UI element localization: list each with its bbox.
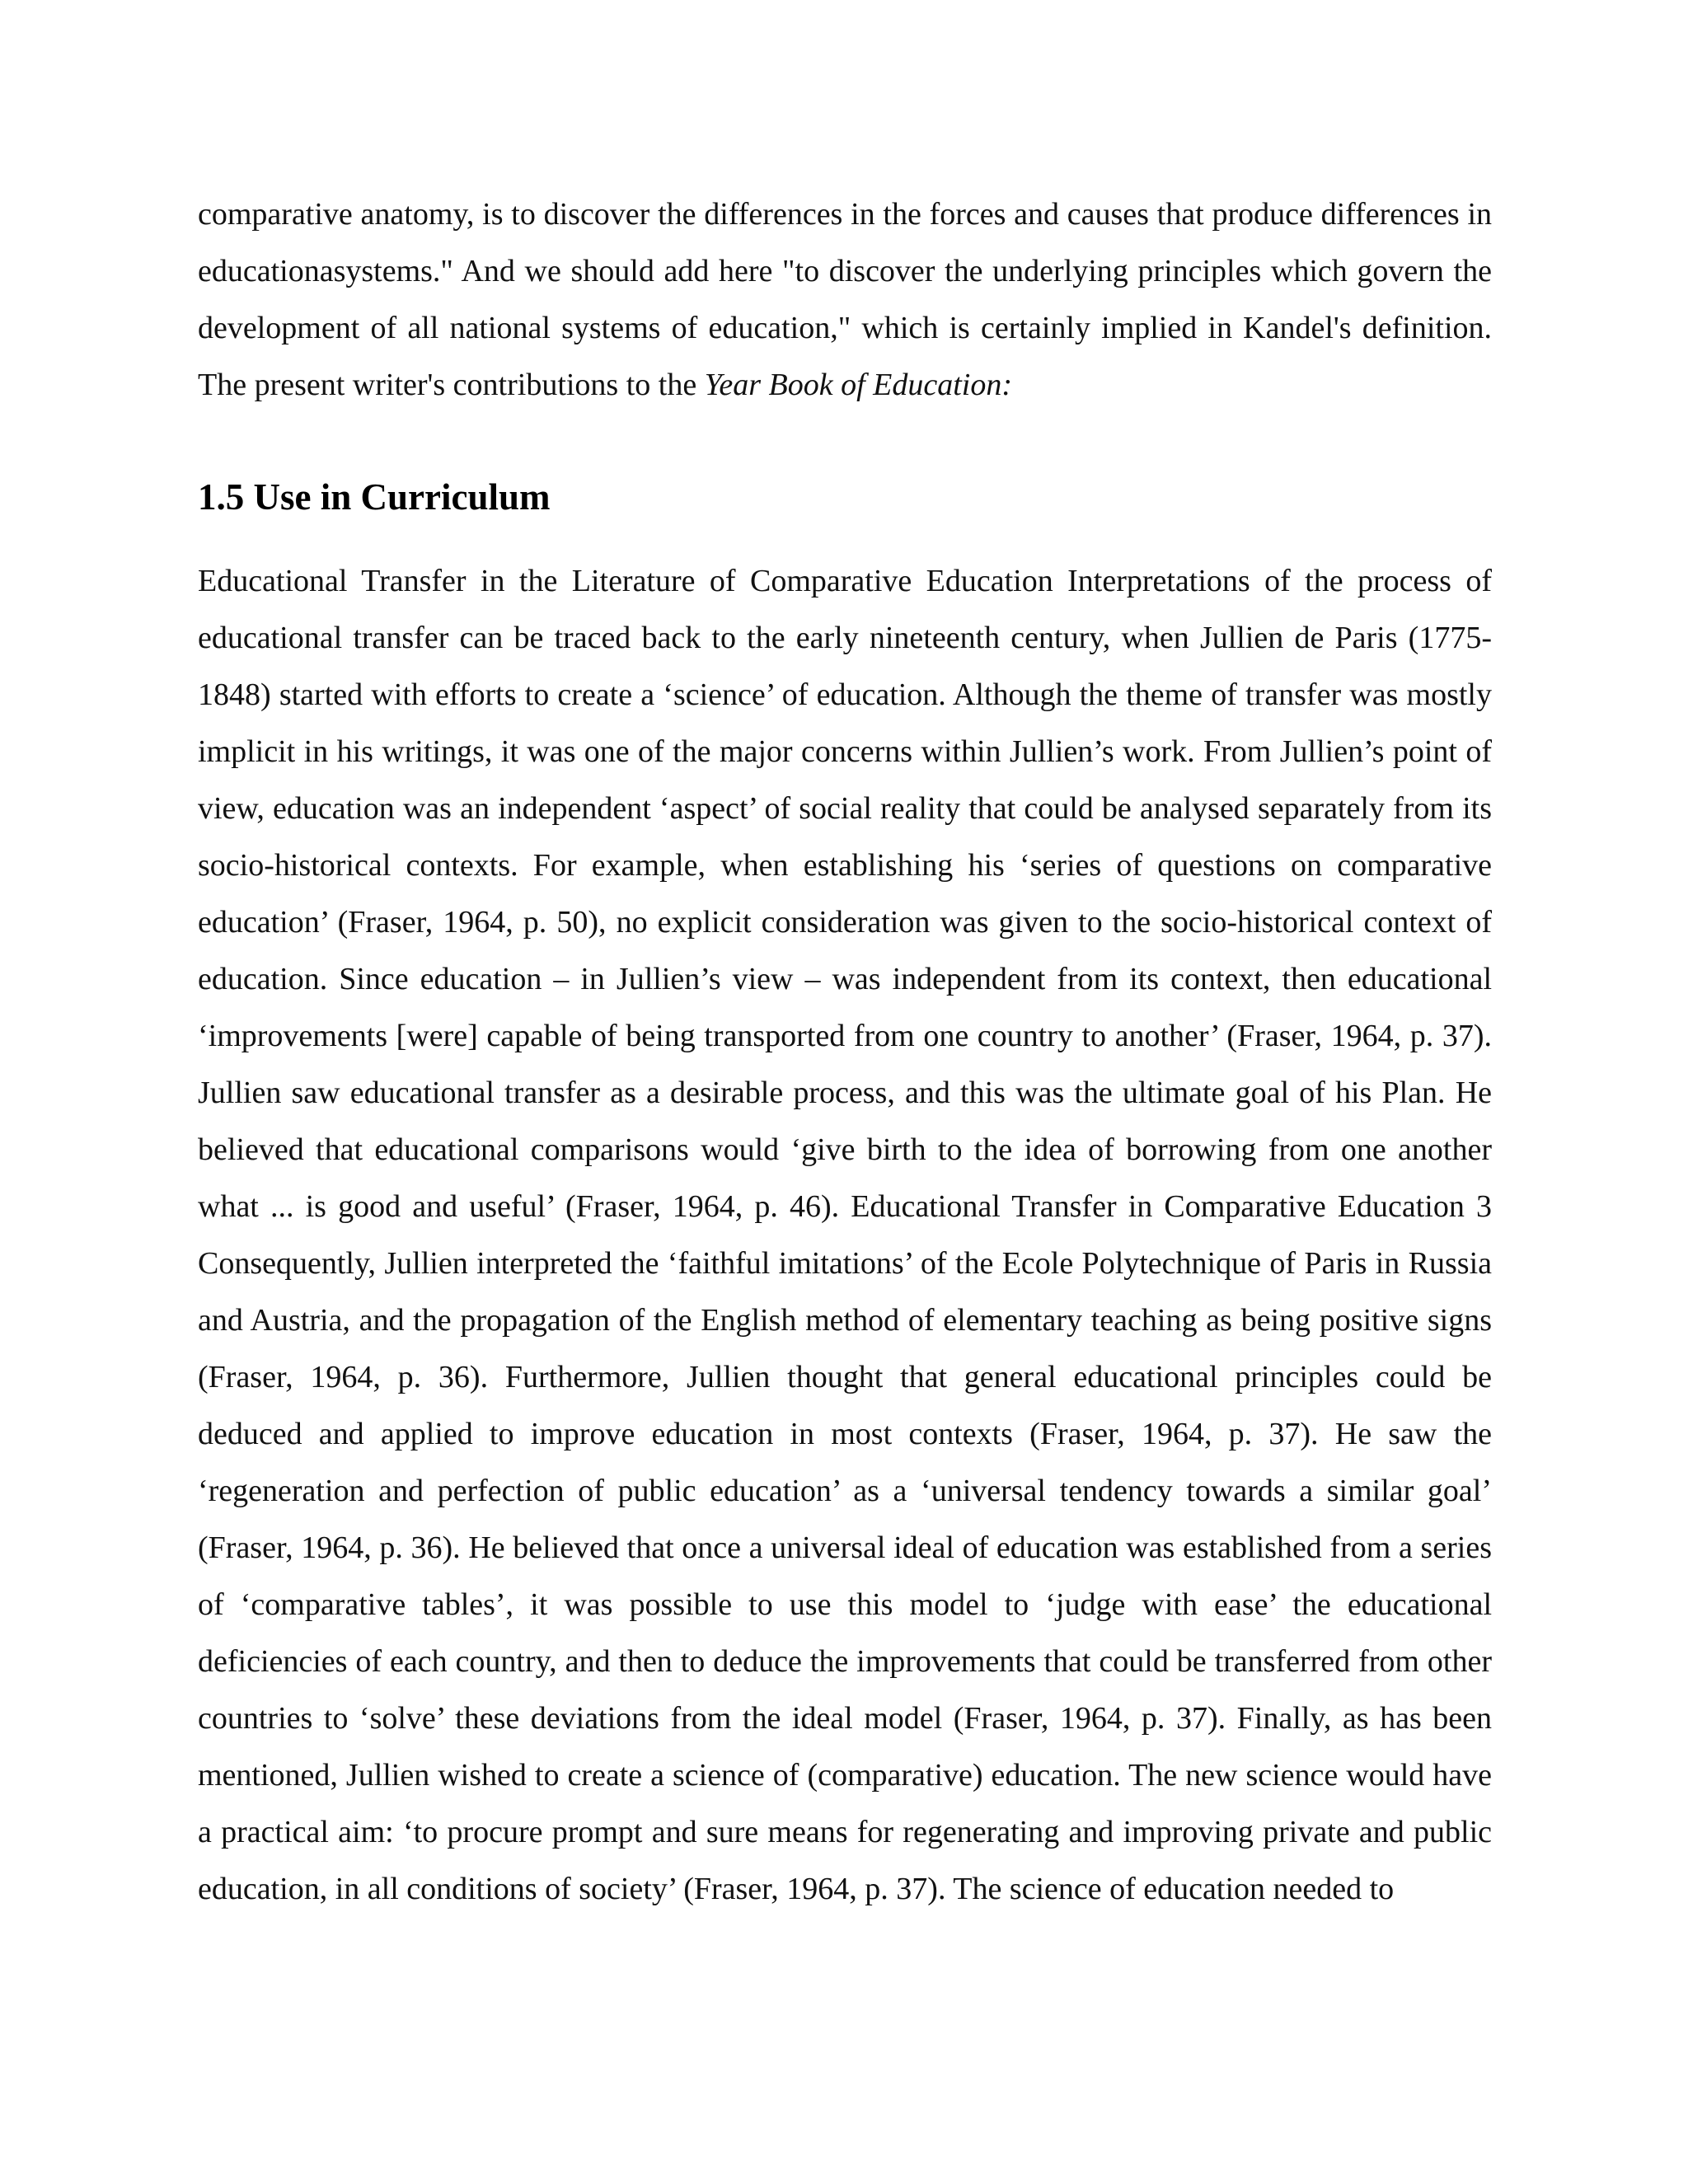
intro-text: comparative anatomy, is to discover the differences in the forces and causes that produce differences in educationasystems." And we should add here "to discover the underlying principles which govern the development of all national systems of education," which is certainly implied in Kandel's definition. The present writer's contributions to the	[198, 197, 1492, 402]
section-heading: 1.5 Use in Curriculum	[198, 476, 551, 518]
intro-paragraph	[198, 186, 1492, 414]
book-title: Year Book of Education:	[704, 368, 1012, 402]
document-page	[198, 186, 1492, 1918]
body-paragraph: Educational Transfer in the Literature of Comparative Education Interpretations of the process of educational transfer can be traced back to the early nineteenth century, when Jullien de Paris (1775-1848) started with efforts to create a ‘science’ of education. Although the theme of transfer was mostly implicit in his writings, it was one of the major concerns within Jullien’s work. From Jullien’s point of view, education was an independent ‘aspect’ of social reality that could be analysed separately from its socio-historical contexts. For example, when establishing his ‘series of questions on comparative education’ (Fraser, 1964, p. 50), no explicit consideration was given to the socio-historical context of education. Since education – in Jullien’s view – was independent from its context, then educational ‘improvements [were] capable of being transported from one country to another’ (Fraser, 1964, p. 37). Jullien saw educational transfer as a desirable process, and this was the ultimate goal of his Plan. He believed that educational comparisons would ‘give birth to the idea of borrowing from one another what ... is good and useful’ (Fraser, 1964, p. 46). Educational Transfer in Comparative Education 3 Consequently, Jullien interpreted the ‘faithful imitations’ of the Ecole Polytechnique of Paris in Russia and Austria, and the propagation of the English method of elementary teaching as being positive signs (Fraser, 1964, p. 36). Furthermore, Jullien thought that general educational principles could be deduced and applied to improve education in most contexts (Fraser, 1964, p. 37). He saw the ‘regeneration and perfection of public education’ as a ‘universal tendency towards a similar goal’ (Fraser, 1964, p. 36). He believed that once a universal ideal of education was established from a series of ‘comparative tables’, it was possible to use this model to ‘judge with ease’ the educational deficiencies of each country, and then to deduce the improvements that could be transferred from other countries to ‘solve’ these deviations from the ideal model (Fraser, 1964, p. 37). Finally, as has been mentioned, Jullien wished to create a science of (comparative) education. The new science would have a practical aim: ‘to procure prompt and sure means for regenerating and improving private and public education, in all conditions of society’ (Fraser, 1964, p. 37). The science of education needed to	[198, 564, 1492, 1906]
